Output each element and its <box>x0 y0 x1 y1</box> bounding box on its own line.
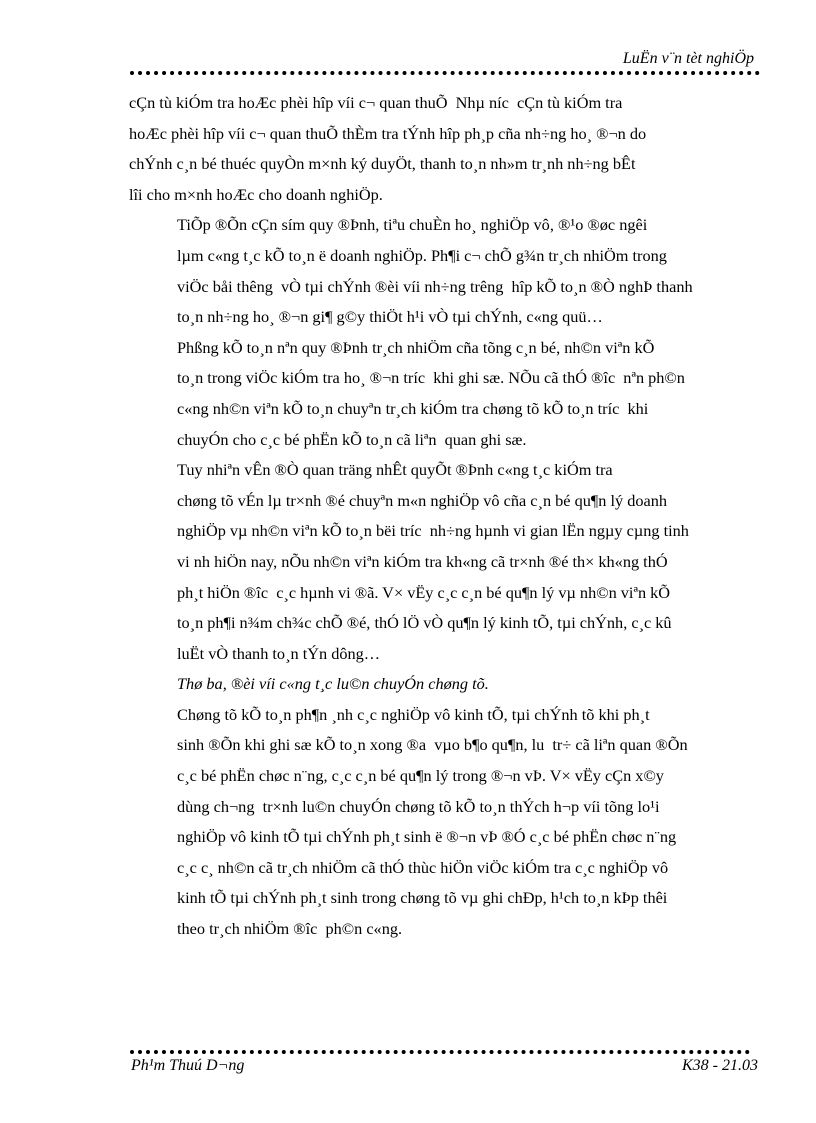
text-line: c«ng nh©n viªn kÕ to¸n chuyªn tr¸ch kiÓm tra chøng tõ kÕ to¸n tríc khi <box>177 398 649 418</box>
text-line: chøng tõ vÉn lµ tr×nh ®é chuyªn m«n nghiÖp vô cña c¸n bé qu¶n lý doanh <box>177 490 667 510</box>
text-line: nghiÖp vµ nh©n viªn kÕ to¸n bëi tríc nh÷ng hµnh vi gian lËn ngµy cµng tinh <box>177 521 689 541</box>
text-line: TiÕp ®Õn cÇn sím quy ®Þnh, tiªu chuÈn ho¸ nghiÖp vô, ®¹o ®øc ngêi <box>177 215 648 235</box>
text-line: c¸c bé phËn chøc n¨ng, c¸c c¸n bé qu¶n lý trong ®¬n vÞ. V× vËy cÇn x©y <box>177 766 664 786</box>
text-line: cÇn tù kiÓm tra hoÆc phèi hîp víi c¬ quan thuÕ Nhµ níc cÇn tù kiÓm tra <box>129 93 623 112</box>
text-line: ph¸t hiÖn ®îc c¸c hµnh vi ®ã. V× vËy c¸c c¸n bé qu¶n lý vµ nh©n viªn kÕ <box>177 582 671 602</box>
text-line: nghiÖp vô kinh tÕ tµi chÝnh ph¸t sinh ë ®¬n vÞ ®Ó c¸c bé phËn chøc n¨ng <box>177 827 677 847</box>
text-line: Phßng kÕ to¸n nªn quy ®Þnh tr¸ch nhiÖm cña tõng c¸n bé, nh©n viªn kÕ <box>177 337 655 357</box>
page-header-title: LuËn v¨n tèt nghiÖp <box>622 50 754 67</box>
paragraph <box>129 455 769 669</box>
document-body <box>129 88 769 945</box>
paragraph <box>129 210 769 332</box>
text-line: vi nh hiÖn nay, nÕu nh©n viªn kiÓm tra kh«ng cã tr×nh ®é th× kh«ng thÓ <box>177 551 668 571</box>
text-line: Tuy nhiªn vÊn ®Ò quan träng nhÊt quyÕt ®Þnh c«ng t¸c kiÓm tra <box>177 460 613 480</box>
text-line: to¸n nh÷ng ho¸ ®¬n gi¶ g©y thiÖt h¹i vÒ tµi chÝnh, c«ng quü… <box>177 307 603 327</box>
footer-author: Ph¹m Thuú D¬ng <box>131 1057 245 1074</box>
text-line: Chøng tõ kÕ to¸n ph¶n ¸nh c¸c nghiÖp vô kinh tÕ, tµi chÝnh tõ khi ph¸t <box>177 704 650 724</box>
text-line: luËt vÒ thanh to¸n tÝn dông… <box>177 643 381 663</box>
footer-dotted-rule <box>130 1050 750 1054</box>
paragraph <box>129 669 769 700</box>
text-line: viÖc båi thêng vÒ tµi chÝnh ®èi víi nh÷ng trêng hîp kÕ to¸n ®Ò nghÞ thanh <box>177 276 693 296</box>
text-line: sinh ®Õn khi ghi sæ kÕ to¸n xong ®a vµo b¶o qu¶n, lu tr÷ cã liªn quan ®Õn <box>177 735 688 755</box>
text-line: chuyÓn cho c¸c bé phËn kÕ to¸n cã liªn quan ghi sæ. <box>177 429 527 449</box>
text-line: chÝnh c¸n bé thuéc quyÒn m×nh ký duyÖt, thanh to¸n nh»m tr¸nh nh÷ng bÊt <box>129 154 636 174</box>
text-line: lµm c«ng t¸c kÕ to¸n ë doanh nghiÖp. Ph¶i c¬ chÕ g¾n tr¸ch nhiÖm trong <box>177 245 667 265</box>
text-line: theo tr¸ch nhiÖm ®îc ph©n c«ng. <box>177 919 403 939</box>
header-dotted-rule <box>130 71 760 75</box>
footer-class-code: K38 - 21.03 <box>682 1057 758 1074</box>
text-line: to¸n trong viÖc kiÓm tra ho¸ ®¬n tríc khi ghi sæ. NÕu cã thÓ ®îc nªn ph©n <box>177 368 685 388</box>
text-line: hoÆc phèi hîp víi c¬ quan thuÕ thÈm tra tÝnh hîp ph¸p cña nh÷ng ho¸ ®¬n do <box>129 123 647 143</box>
paragraph <box>129 88 769 210</box>
paragraph <box>129 333 769 455</box>
text-line: kinh tÕ tµi chÝnh ph¸t sinh trong chøng tõ vµ ghi chÐp, h¹ch to¸n kÞp thêi <box>177 888 668 908</box>
text-line: c¸c c¸ nh©n cã tr¸ch nhiÖm cã thÓ thùc hiÖn viÖc kiÓm tra c¸c nghiÖp vô <box>177 857 669 877</box>
text-line: dùng ch¬ng tr×nh lu©n chuyÓn chøng tõ kÕ to¸n thÝch h¬p víi tõng lo¹i <box>177 796 660 816</box>
text-line: Thø ba, ®èi víi c«ng t¸c lu©n chuyÓn chøng tõ. <box>177 674 489 694</box>
paragraph <box>129 700 769 945</box>
text-line: to¸n ph¶i n¾m ch¾c chÕ ®é, thÓ lÖ vÒ qu¶n lý kinh tÕ, tµi chÝnh, c¸c kû <box>177 613 672 633</box>
text-line: lîi cho m×nh hoÆc cho doanh nghiÖp. <box>129 184 383 204</box>
